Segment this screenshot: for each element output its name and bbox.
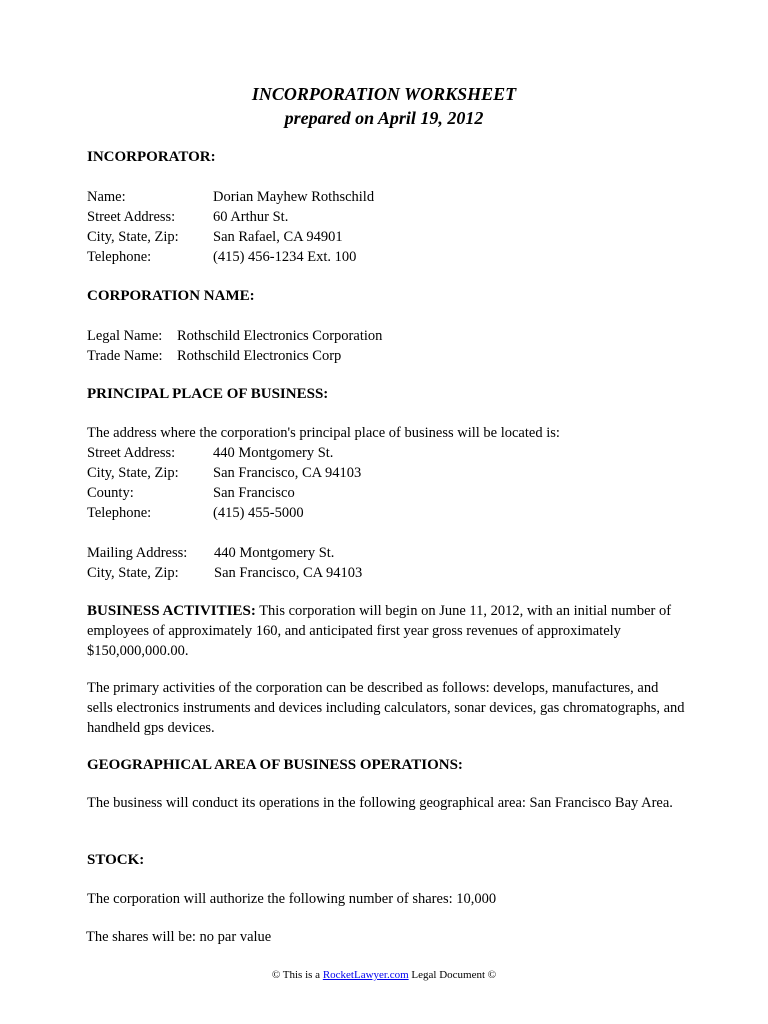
mailing-address-row [87, 543, 334, 563]
row-label: City, State, Zip: [87, 465, 179, 481]
row-value: (415) 455-5000 [213, 505, 304, 521]
incorporator-row [87, 187, 374, 207]
footer-prefix: © This is a [271, 969, 323, 981]
primary-activities-paragraph: The primary activities of the corporation can be described as follows: develops, manufactures, and sells electronics instruments and devices including calculators, sonar devices, gas chromatographs, and handheld gps devices. [87, 680, 685, 736]
row-value: Dorian Mayhew Rothschild [213, 189, 375, 205]
row-value: San Francisco [213, 485, 295, 501]
business-activities-paragraph [87, 601, 687, 661]
principal-place-row [87, 483, 295, 503]
principal-place-row [87, 503, 304, 523]
row-label: Legal Name: [87, 328, 163, 344]
row-value: 440 Montgomery St. [214, 545, 335, 561]
row-label: County: [87, 485, 134, 501]
footer-suffix: Legal Document © [408, 969, 497, 981]
document-subtitle: prepared on April 19, 2012 [284, 108, 484, 128]
principal-place-row [87, 463, 361, 483]
incorporator-row [87, 247, 356, 267]
mailing-address-row [87, 563, 362, 583]
row-value: Rothschild Electronics Corporation [177, 328, 383, 344]
stock-par-text: The shares will be: no par value [86, 929, 272, 945]
row-value: San Francisco, CA 94103 [214, 565, 363, 581]
business-activities-text: This corporation will begin on June 11, 2012, with an initial number of employees of approximately 160, and anticipated first year gross revenues of approximately $150,000,000.00. [87, 603, 672, 659]
stock-heading: STOCK: [87, 852, 145, 868]
row-label: City, State, Zip: [87, 229, 179, 245]
document-title: INCORPORATION WORKSHEET [251, 84, 517, 104]
corporation-name-row [87, 326, 382, 346]
footer [0, 968, 768, 982]
row-label: Name: [87, 189, 126, 205]
row-label: City, State, Zip: [87, 565, 179, 581]
row-value: San Rafael, CA 94901 [213, 229, 343, 245]
row-value: Rothschild Electronics Corp [177, 348, 342, 364]
business-activities-heading: BUSINESS ACTIVITIES: [87, 603, 256, 619]
row-label: Telephone: [87, 505, 152, 521]
principal-place-row [87, 443, 333, 463]
row-label: Telephone: [87, 249, 152, 265]
geographical-area-text: The business will conduct its operations in the following geographical area: San Francisco Bay Area. [87, 795, 673, 811]
geographical-area-heading: GEOGRAPHICAL AREA OF BUSINESS OPERATIONS: [87, 757, 463, 773]
row-value: (415) 456-1234 Ext. 100 [213, 249, 357, 265]
incorporator-row [87, 207, 288, 227]
row-label: Street Address: [87, 445, 176, 461]
row-label: Trade Name: [87, 348, 163, 364]
corporation-name-row [87, 346, 341, 366]
stock-shares-text: The corporation will authorize the following number of shares: 10,000 [87, 891, 497, 907]
row-label: Mailing Address: [87, 545, 188, 561]
row-value: 440 Montgomery St. [213, 445, 334, 461]
incorporator-heading: INCORPORATOR: [87, 149, 216, 165]
rocketlawyer-link[interactable]: RocketLawyer.com [322, 969, 409, 981]
row-label: Street Address: [87, 209, 176, 225]
row-value: 60 Arthur St. [213, 209, 289, 225]
corporation-name-heading: CORPORATION NAME: [87, 288, 255, 304]
principal-place-heading: PRINCIPAL PLACE OF BUSINESS: [87, 386, 329, 402]
row-value: San Francisco, CA 94103 [213, 465, 362, 481]
principal-place-intro: The address where the corporation's principal place of business will be located is: [87, 425, 560, 441]
incorporator-row [87, 227, 343, 247]
